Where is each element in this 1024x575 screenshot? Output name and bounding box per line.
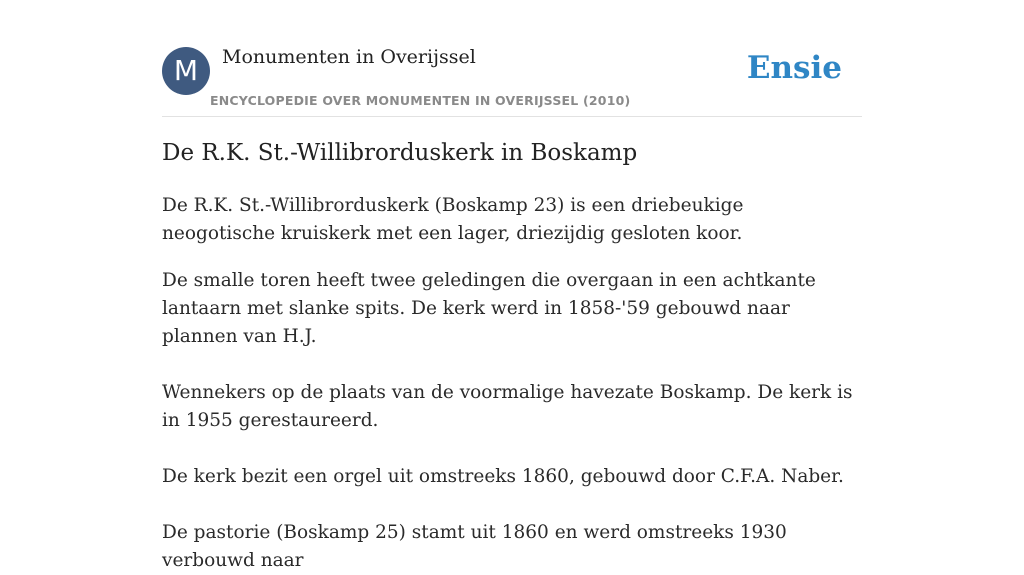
ensie-logo[interactable]: Ensie: [746, 50, 842, 86]
article-body: [162, 192, 862, 575]
article-paragraph: De smalle toren heeft twee geledingen die overgaan in een achtkante lantaarn met slanke spits. De kerk werd in 1858-'59 gebouwd naar plannen van H.J.: [162, 270, 816, 347]
article-page: [162, 0, 862, 571]
site-subtitle: ENCYCLOPEDIE OVER MONUMENTEN IN OVERIJSSEL (2010): [210, 93, 631, 108]
article-paragraph: De pastorie (Boskamp 25) stamt uit 1860 en werd omstreeks 1930 verbouwd naar: [162, 522, 787, 571]
site-title[interactable]: Monumenten in Overijssel: [222, 46, 476, 68]
article-paragraph: De kerk bezit een orgel uit omstreeks 1860, gebouwd door C.F.A. Naber.: [162, 466, 844, 487]
article-paragraph: De R.K. St.-Willibrorduskerk (Boskamp 23) is een driebeukige neogotische kruiskerk met een lager, driezijdig gesloten koor.: [162, 195, 744, 244]
site-avatar[interactable]: M: [162, 47, 210, 95]
article-title: De R.K. St.-Willibrorduskerk in Boskamp: [162, 140, 638, 166]
site-header: [162, 0, 862, 117]
article-paragraph: Wennekers op de plaats van de voormalige havezate Boskamp. De kerk is in 1955 gerestaureerd.: [162, 382, 853, 431]
